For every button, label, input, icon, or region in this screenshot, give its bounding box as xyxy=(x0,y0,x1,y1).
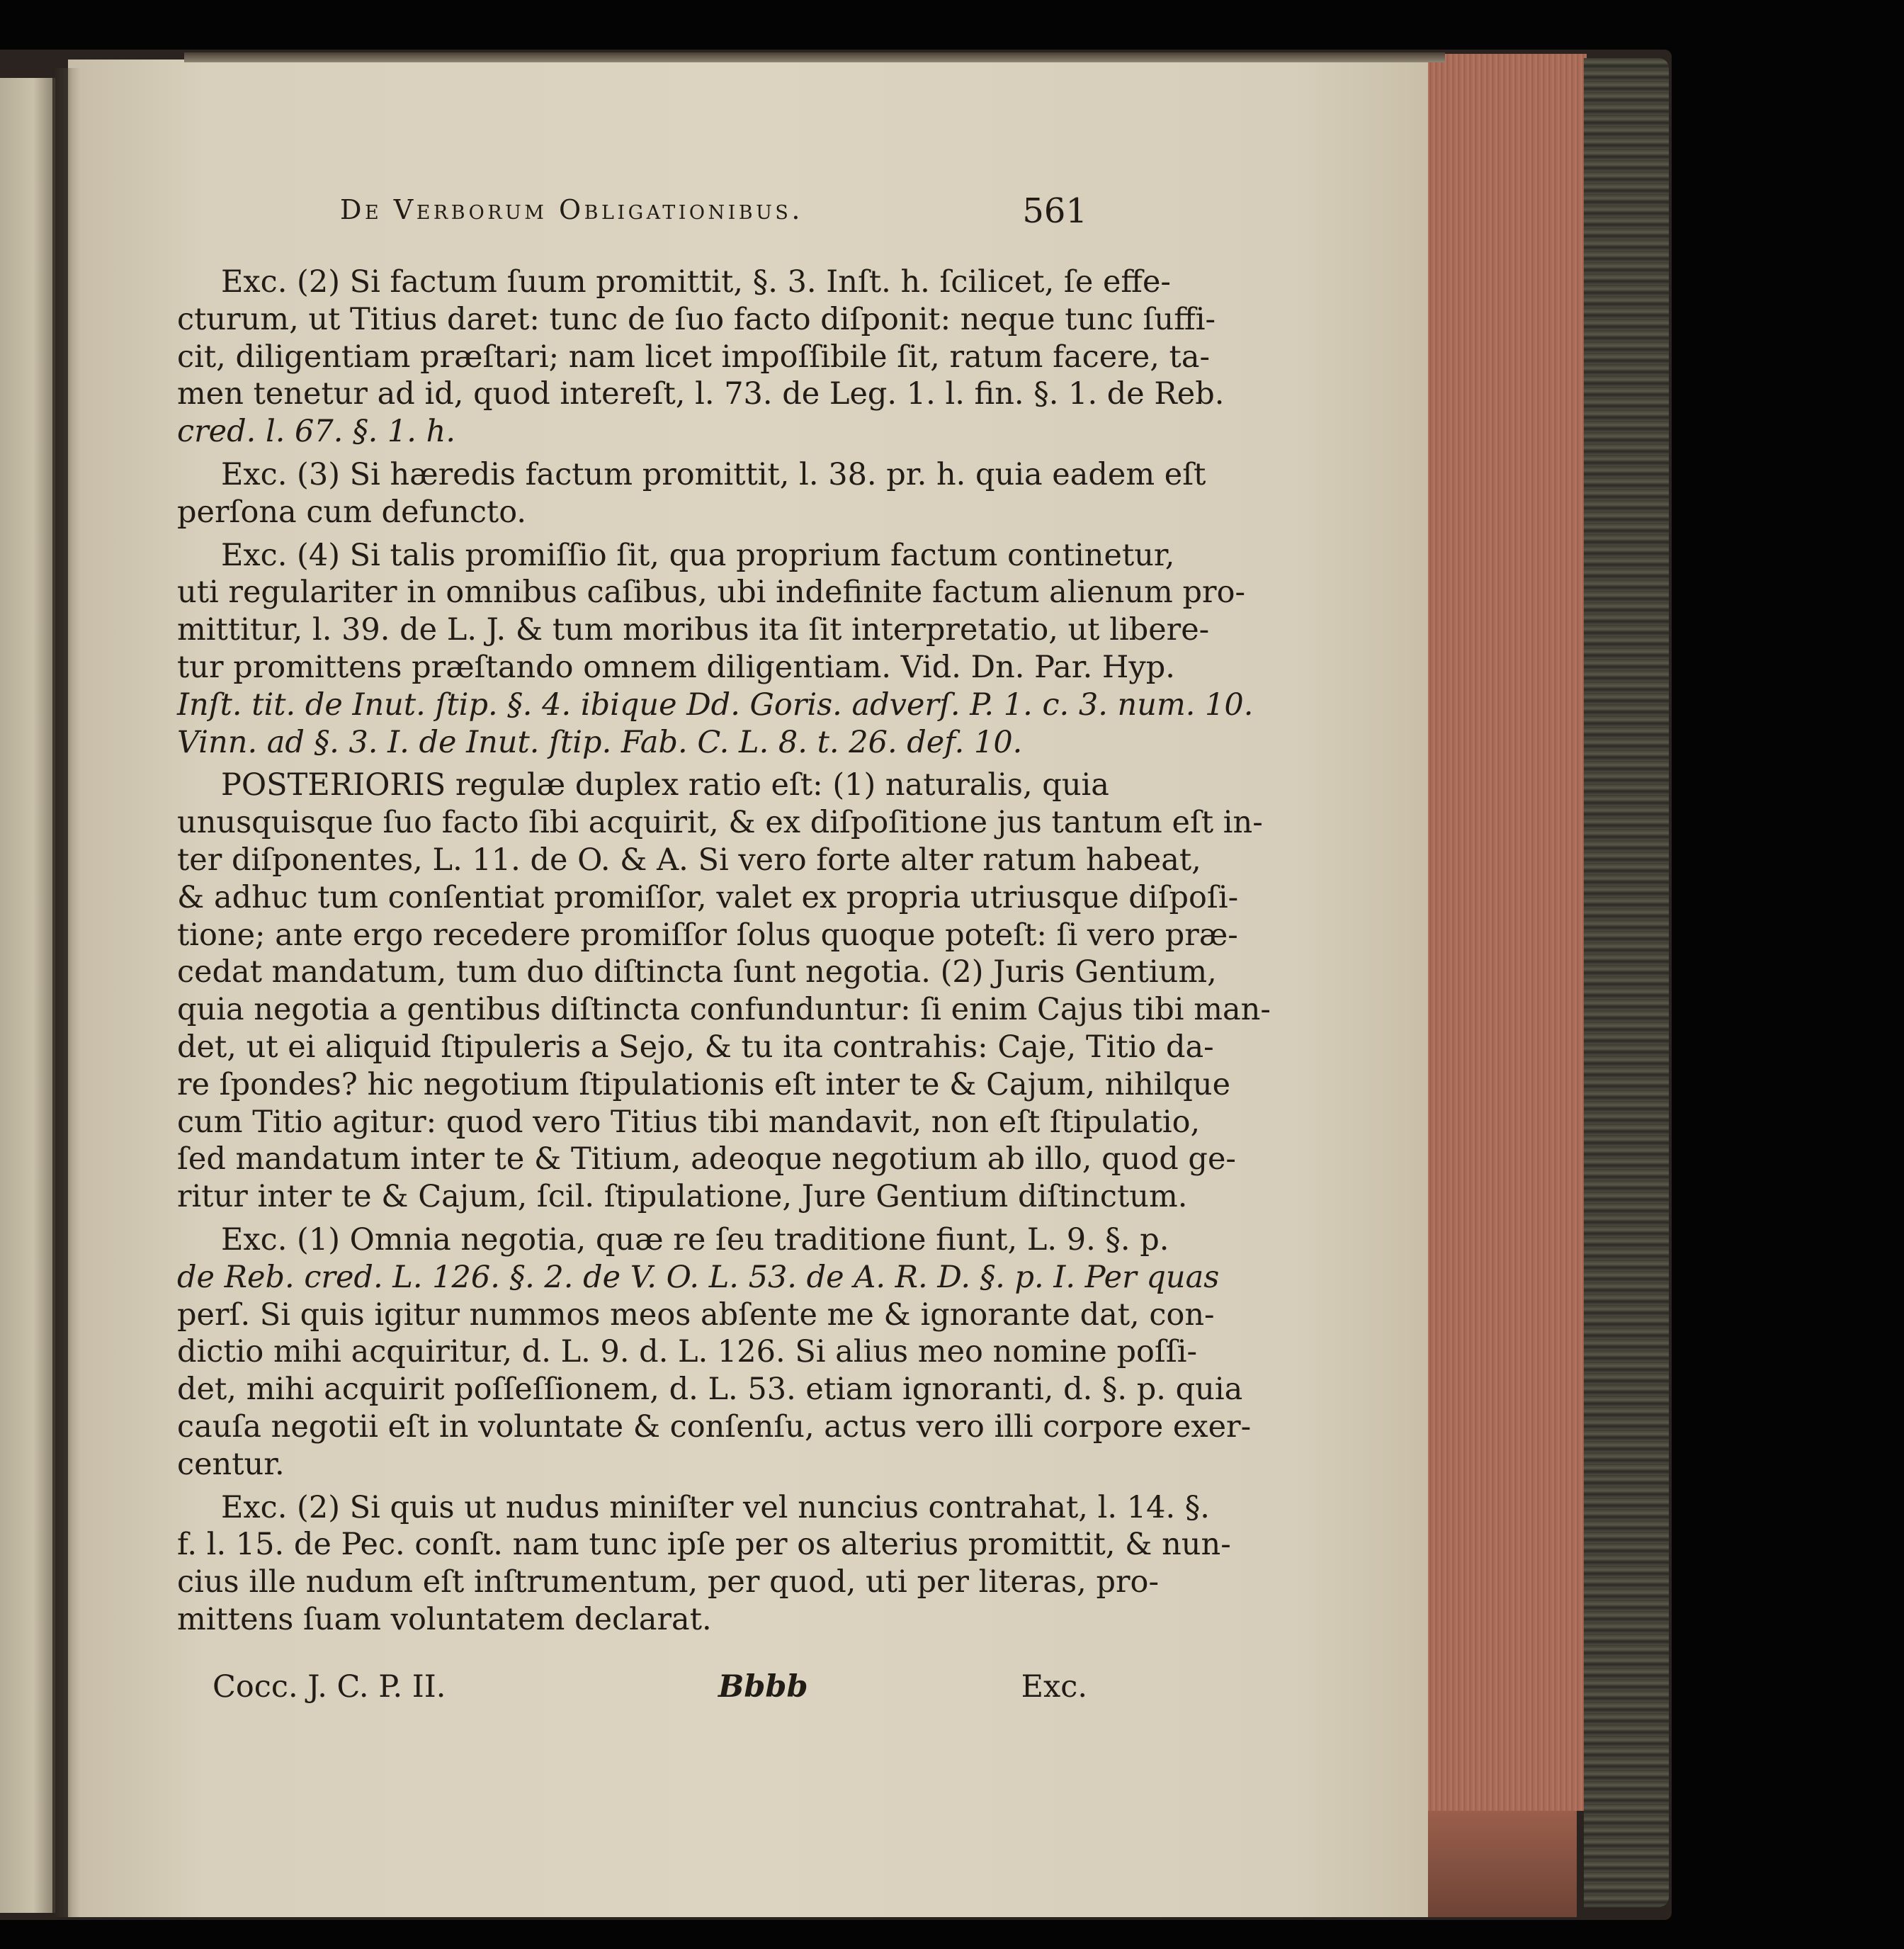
text-line: cit, diligentiam præſtari; nam licet impoſſibile ſit, ratum facere, ta- xyxy=(177,339,1210,375)
text-line: cturum, ut Titius daret: tunc de ſuo facto diſponit: neque tunc ſuffi- xyxy=(177,301,1216,337)
text-line: tione; ante ergo recedere promiſſor ſolus quoque poteſt: ſi vero præ- xyxy=(177,917,1238,953)
footer-signature-mark: Bbbb xyxy=(718,1669,808,1705)
text-line: cum Titio agitur: quod vero Titius tibi mandavit, non eſt ſtipulatio, xyxy=(177,1104,1201,1140)
text-line: cred. l. 67. §. 1. h. xyxy=(177,414,455,450)
text-line: quia negotia a gentibus diſtincta confunduntur: ſi enim Cajus tibi man- xyxy=(177,992,1271,1028)
text-line: dictio mihi acquiritur, d. L. 9. d. L. 126. Si alius meo nomine poſſi- xyxy=(177,1334,1198,1370)
running-head xyxy=(340,191,1087,234)
text-line: tur promittens præſtando omnem diligentiam. Vid. Dn. Par. Hyp. xyxy=(177,649,1175,685)
text-line: & adhuc tum conſentiat promiſſor, valet ex propria utriusque diſpoſi- xyxy=(177,879,1239,915)
text-line: POSTERIORIS regulæ duplex ratio eſt: (1) naturalis, quia xyxy=(221,767,1109,803)
page-fore-edge xyxy=(1421,54,1587,1811)
footer-catchword: Exc. xyxy=(1021,1669,1087,1705)
book-cover-edge xyxy=(1584,58,1669,1907)
text-line: Exc. (4) Si talis promiſſio ſit, qua proprium factum continetur, xyxy=(221,537,1175,573)
text-line: Inſt. tit. de Inut. ſtip. §. 4. ibique Dd. Goris. adverſ. P. 1. c. 3. num. 10. xyxy=(177,687,1254,723)
text-line: perſona cum defuncto. xyxy=(177,494,526,530)
text-line: det, ut ei aliquid ſtipuleris a Sejo, & tu ita contrahis: Caje, Titio da- xyxy=(177,1029,1214,1065)
running-head-title: De Verborum Obligationibus. xyxy=(340,194,803,225)
text-line: ter diſponentes, L. 11. de O. & A. Si vero forte alter ratum habeat, xyxy=(177,842,1201,878)
page-fore-edge-bottom xyxy=(1421,1811,1577,1917)
text-line: unusquisque ſuo facto ſibi acquirit, & ex diſpoſitione jus tantum eſt in- xyxy=(177,805,1263,841)
page-footer xyxy=(212,1669,1087,1712)
body-text xyxy=(177,264,1271,1639)
text-line: de Reb. cred. L. 126. §. 2. de V. O. L. 53. de A. R. D. §. p. I. Per quas xyxy=(177,1259,1220,1295)
text-line: ſed mandatum inter te & Titium, adeoque negotium ab illo, quod ge- xyxy=(177,1141,1236,1177)
text-line: uti regulariter in omnibus caſibus, ubi indefinite factum alienum pro- xyxy=(177,575,1246,611)
gutter-shadow xyxy=(52,68,81,1917)
text-line: cauſa negotii eſt in voluntate & conſenſu, actus vero illi corpore exer- xyxy=(177,1408,1252,1445)
text-line: perſ. Si quis igitur nummos meos abſente me & ignorante dat, con- xyxy=(177,1296,1215,1333)
text-line: Exc. (1) Omnia negotia, quæ re ſeu traditione fiunt, L. 9. §. p. xyxy=(221,1221,1169,1258)
text-line: Vinn. ad §. 3. I. de Inut. ſtip. Fab. C. L. 8. t. 26. def. 10. xyxy=(177,724,1023,760)
text-line: det, mihi acquirit poſſeſſionem, d. L. 53. etiam ignoranti, d. §. p. quia xyxy=(177,1372,1243,1408)
text-line: re ſpondes? hic negotium ſtipulationis eſt inter te & Cajum, nihilque xyxy=(177,1066,1231,1102)
text-line: men tenetur ad id, quod intereſt, l. 73. de Leg. 1. l. fin. §. 1. de Reb. xyxy=(177,376,1225,412)
page-number: 561 xyxy=(1022,191,1087,231)
text-line: centur. xyxy=(177,1446,285,1482)
text-line: Exc. (3) Si hæredis factum promittit, l. 38. pr. h. quia eadem eſt xyxy=(221,456,1206,492)
text-line: Exc. (2) Si quis ut nudus miniſter vel nuncius contrahat, l. 14. §. xyxy=(221,1489,1210,1525)
page-top-edge xyxy=(184,52,1445,62)
text-line: Exc. (2) Si factum ſuum promittit, §. 3. Inſt. h. ſcilicet, ſe effe- xyxy=(221,264,1171,300)
text-line: ritur inter te & Cajum, ſcil. ſtipulatione, Jure Gentium diſtinctum. xyxy=(177,1179,1188,1215)
left-page-edge xyxy=(0,78,55,1913)
text-line: cedat mandatum, tum duo diſtincta ſunt negotia. (2) Juris Gentium, xyxy=(177,954,1217,990)
text-line: f. l. 15. de Pec. conſt. nam tunc ipſe per os alterius promittit, & nun- xyxy=(177,1527,1231,1563)
text-line: cius ille nudum eſt inſtrumentum, per quod, uti per literas, pro- xyxy=(177,1564,1159,1600)
text-line: mittens ſuam voluntatem declarat. xyxy=(177,1601,712,1637)
footer-signature: Cocc. J. C. P. II. xyxy=(212,1669,446,1705)
text-line: mittitur, l. 39. de L. J. & tum moribus ita ſit interpretatio, ut libere- xyxy=(177,612,1210,648)
